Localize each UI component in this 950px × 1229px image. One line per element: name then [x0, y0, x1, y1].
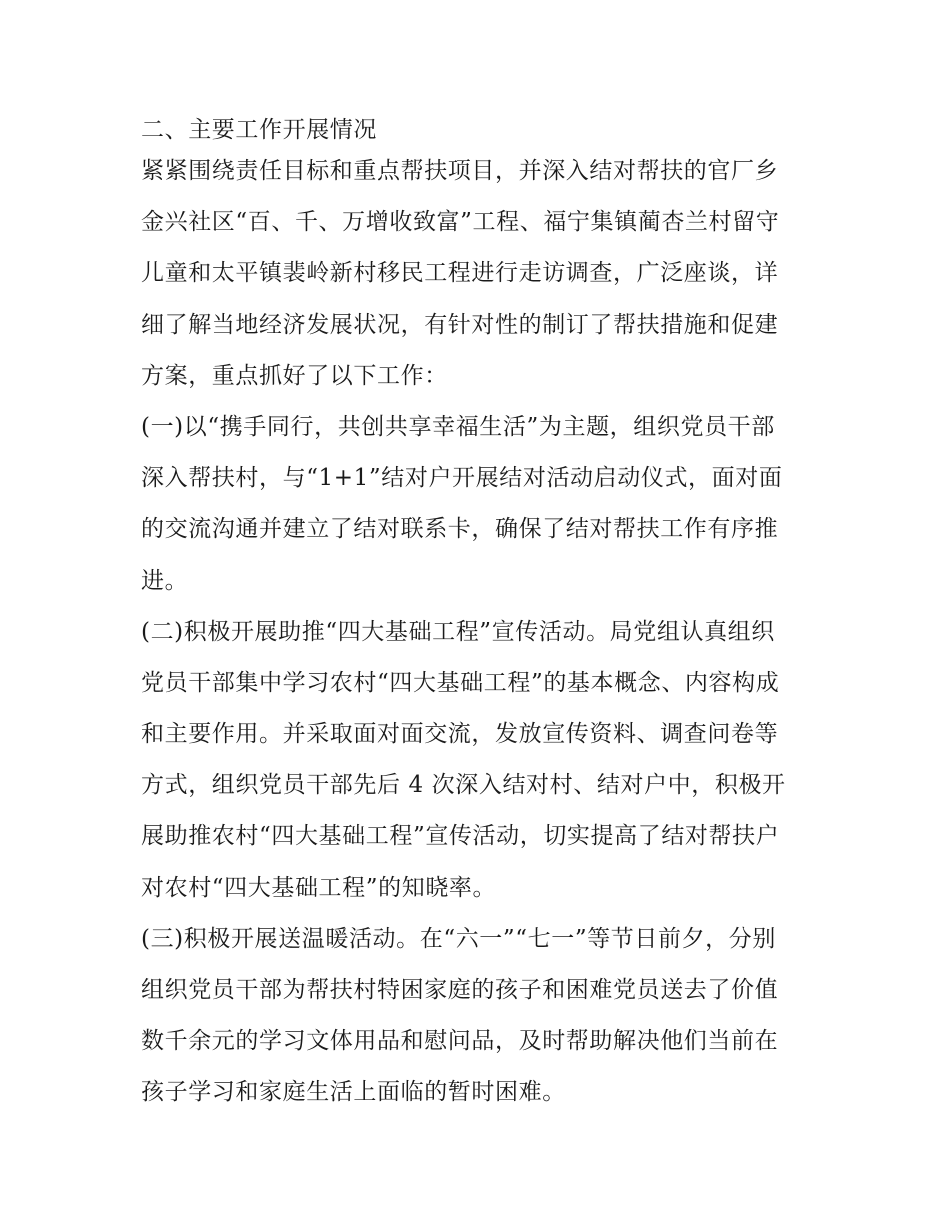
- paragraph-line: 的交流沟通并建立了结对联系卡，确保了结对帮扶工作有序推: [141, 516, 779, 543]
- paragraph-line: (一)以“携手同行，共创共享幸福生活”为主题，组织党员干部: [141, 413, 775, 440]
- section-heading: 二、主要工作开展情况: [141, 117, 377, 143]
- intro-paragraph: [141, 151, 821, 407]
- section-2-paragraph: [141, 612, 821, 919]
- paragraph-line: (二)积极开展助推“四大基础工程”宣传活动。局党组认真组织: [141, 618, 775, 645]
- paragraph-line: 儿童和太平镇裴岭新村移民工程进行走访调查，广泛座谈，详: [141, 260, 779, 287]
- document-page: [141, 110, 821, 1124]
- paragraph-line: 深入帮扶村，与“1+1”结对户开展结对活动启动仪式，面对面: [141, 465, 783, 492]
- paragraph-line: 对农村“四大基础工程”的知晓率。: [141, 874, 497, 901]
- paragraph-line: (三)积极开展送温暖活动。在“六一”“七一”等节日前夕，分别: [141, 925, 776, 952]
- paragraph-line: 细了解当地经济发展状况，有针对性的制订了帮扶措施和促建: [141, 311, 779, 338]
- paragraph-line: 进。: [141, 567, 189, 594]
- paragraph-line: 方式，组织党员干部先后 4 次深入结对村、结对户中，积极开: [141, 772, 786, 799]
- section-3-paragraph: [141, 919, 821, 1124]
- paragraph-line: 党员干部集中学习农村“四大基础工程”的基本概念、内容构成: [141, 669, 780, 696]
- paragraph-line: 数千余元的学习文体用品和慰问品，及时帮助解决他们当前在: [141, 1028, 779, 1055]
- paragraph-line: 孩子学习和家庭生活上面临的暂时困难。: [141, 1079, 566, 1106]
- paragraph-line: 方案，重点抓好了以下工作：: [141, 362, 448, 389]
- paragraph-line: 紧紧围绕责任目标和重点帮扶项目，并深入结对帮扶的官厂乡: [141, 158, 779, 184]
- paragraph-line: 展助推农村“四大基础工程”宣传活动，切实提高了结对帮扶户: [141, 823, 780, 850]
- paragraph-line: 金兴社区“百、千、万增收致富”工程、福宁集镇蔺杏兰村留守: [141, 209, 780, 236]
- paragraph-line: 和主要作用。并采取面对面交流，发放宣传资料、调查问卷等: [141, 721, 779, 748]
- paragraph-line: 组织党员干部为帮扶村特困家庭的孩子和困难党员送去了价值: [141, 977, 779, 1003]
- section-1-paragraph: [141, 407, 821, 612]
